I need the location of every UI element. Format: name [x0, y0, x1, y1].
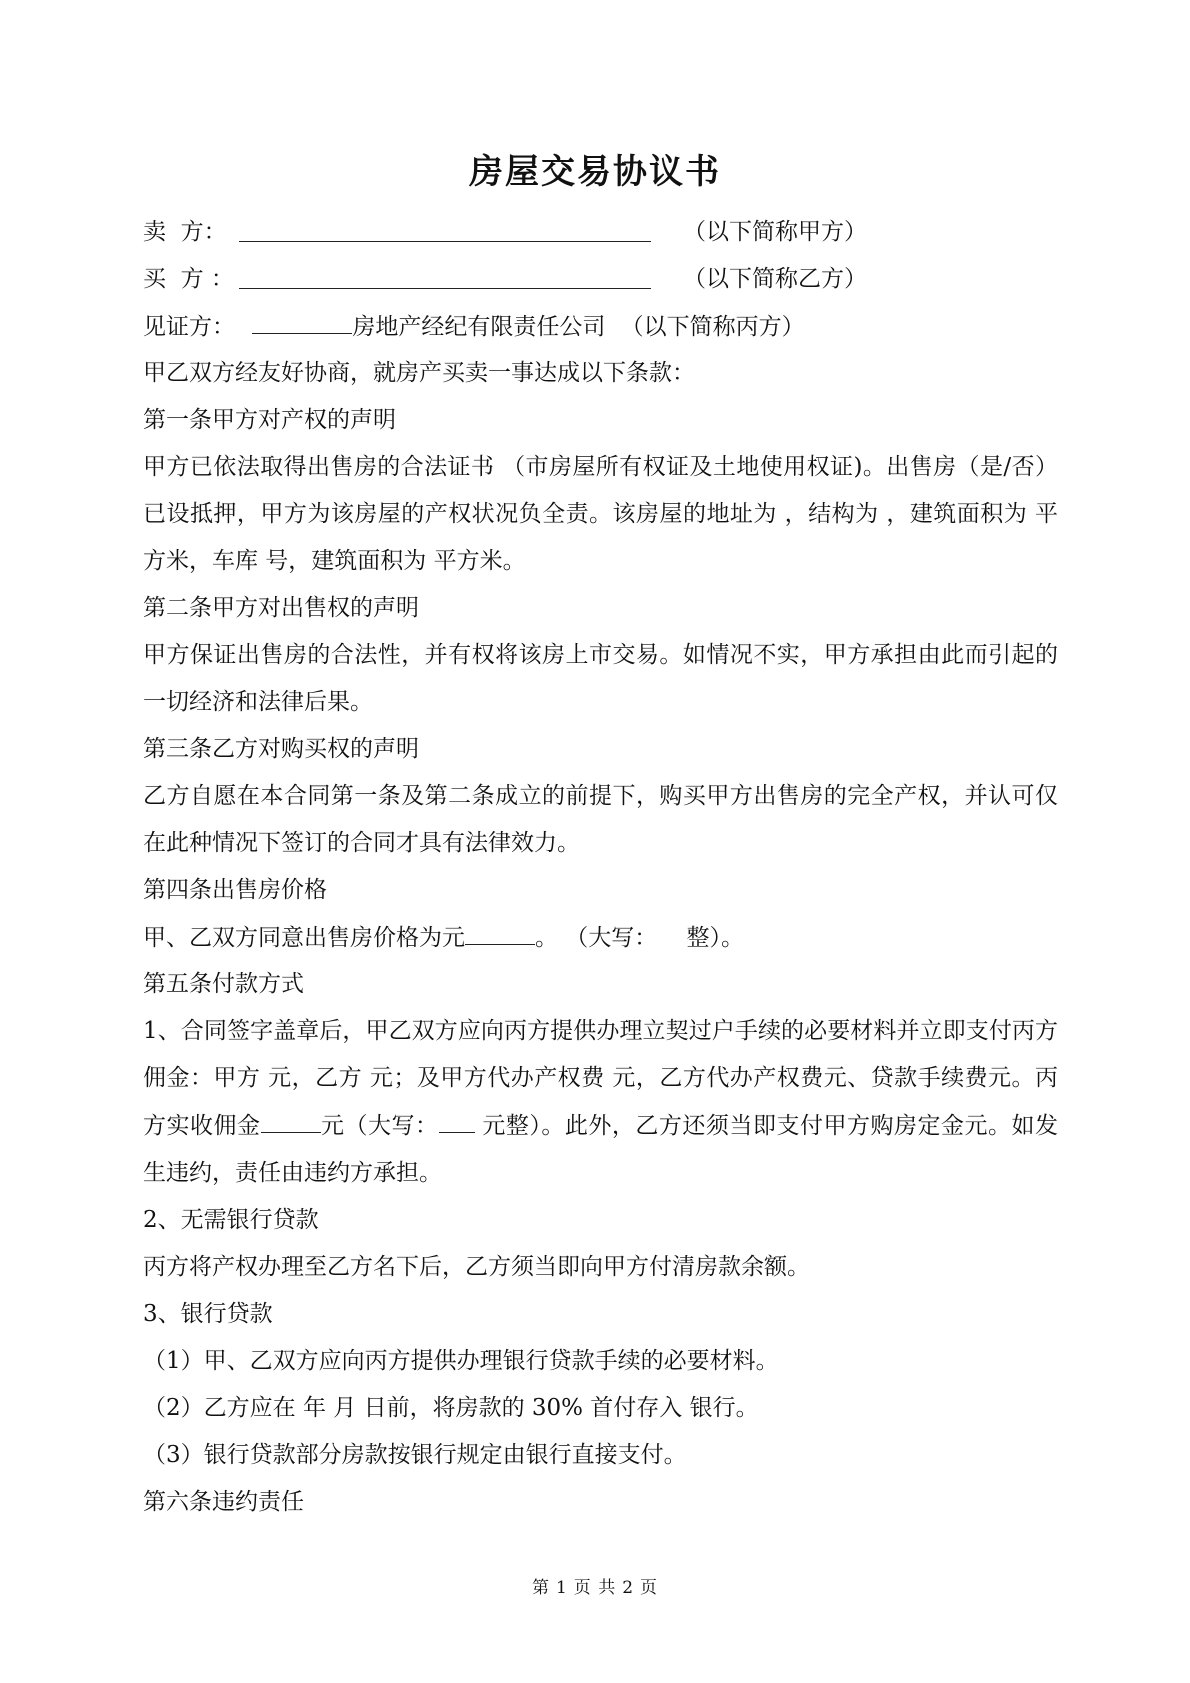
price-blank — [465, 914, 535, 945]
witness-blank — [252, 303, 352, 334]
article-5-item-3-title: 3、银行贷款 — [143, 1301, 273, 1327]
article-5-paragraph-1 — [143, 1008, 1058, 1197]
article-5-item-3-2: （2）乙方应在 年 月 日前，将房款的 30% 首付存入 银行。 — [143, 1395, 759, 1421]
article-4-text-b: 。 （大写： 整）。 — [535, 925, 745, 951]
article-1-title: 第一条甲方对产权的声明 — [143, 407, 396, 433]
buyer-label: 买 方 ： — [143, 266, 234, 292]
seller-note: （以下简称甲方） — [683, 219, 867, 245]
article-5-item-3-1: （1）甲、乙双方应向丙方提供办理银行贷款手续的必要材料。 — [143, 1348, 779, 1374]
article-4-text-a: 甲、乙双方同意出售房价格为元 — [143, 925, 465, 951]
seller-label: 卖 方： — [143, 219, 227, 245]
article-5-item-2-text: 丙方将产权办理至乙方名下后，乙方须当即向甲方付清房款余额。 — [143, 1254, 810, 1280]
article-3-text: 乙方自愿在本合同第一条及第二条成立的前提下，购买甲方出售房的完全产权，并认可仅在此种情况下签订的合同才具有法律效力。 — [143, 783, 1058, 856]
footer-page-total: 2 — [622, 1578, 635, 1598]
footer-suffix: 页 — [640, 1578, 659, 1598]
footer-mid: 页 共 — [573, 1578, 617, 1598]
commission-words-blank — [439, 1102, 475, 1133]
seller-blank — [239, 241, 651, 242]
buyer-note: （以下简称乙方） — [683, 266, 867, 292]
article-5-title: 第五条付款方式 — [143, 971, 304, 997]
article-2-title: 第二条甲方对出售权的声明 — [143, 595, 419, 621]
article-3-title: 第三条乙方对购买权的声明 — [143, 736, 419, 762]
footer-page-number: 1 — [555, 1578, 568, 1598]
commission-blank — [261, 1102, 321, 1133]
article-6-title: 第六条违约责任 — [143, 1489, 304, 1515]
article-5-p1-c: 元整）。此外，乙方还须当即支付甲方购房定金元。如发生违约，责任由违约方承担。 — [143, 1113, 1059, 1186]
article-5-item-2-title: 2、无需银行贷款 — [143, 1207, 319, 1233]
document-body — [143, 209, 1058, 1526]
witness-company: 房地产经纪有限责任公司 — [352, 314, 606, 340]
seller-row — [143, 209, 1058, 256]
witness-row — [143, 303, 1058, 350]
article-2-text: 甲方保证出售房的合法性，并有权将该房上市交易。如情况不实，甲方承担由此而引起的一切经济和法律后果。 — [143, 642, 1058, 715]
witness-label: 见证方： — [143, 314, 235, 340]
buyer-blank — [239, 288, 651, 289]
article-4-text — [143, 914, 1058, 961]
article-5-item-3-3: （3）银行贷款部分房款按银行规定由银行直接支付。 — [143, 1442, 687, 1468]
intro-text: 甲乙双方经友好协商，就房产买卖一事达成以下条款： — [143, 360, 695, 386]
page-footer — [0, 1573, 1190, 1598]
footer-prefix: 第 — [531, 1578, 550, 1598]
buyer-row — [143, 256, 1058, 303]
article-4-title: 第四条出售房价格 — [143, 877, 327, 903]
article-5-p1-a: 1、合同签字盖章后，甲乙双方应向丙方提供办理立契过户手续的必要材料并立即支付丙方佣金：甲方 元，乙方 元；及甲方代办产权费 元，乙方代办产权费元、贷款手续费元。丙方实收佣金 — [143, 1018, 1058, 1139]
article-5-p1-b: 元（大写： — [320, 1113, 439, 1139]
witness-note: （以下简称丙方） — [620, 314, 805, 340]
article-1-text: 甲方已依法取得出售房的合法证书 （市房屋所有权证及土地使用权证)。出售房（是/否）已设抵押，甲方为该房屋的产权状况负全责。该房屋的地址为 ，结构为 ，建筑面积为 平方米，车库 号，建筑面积为 平方米。 — [143, 454, 1058, 574]
document-title: 房屋交易协议书 — [469, 152, 721, 192]
